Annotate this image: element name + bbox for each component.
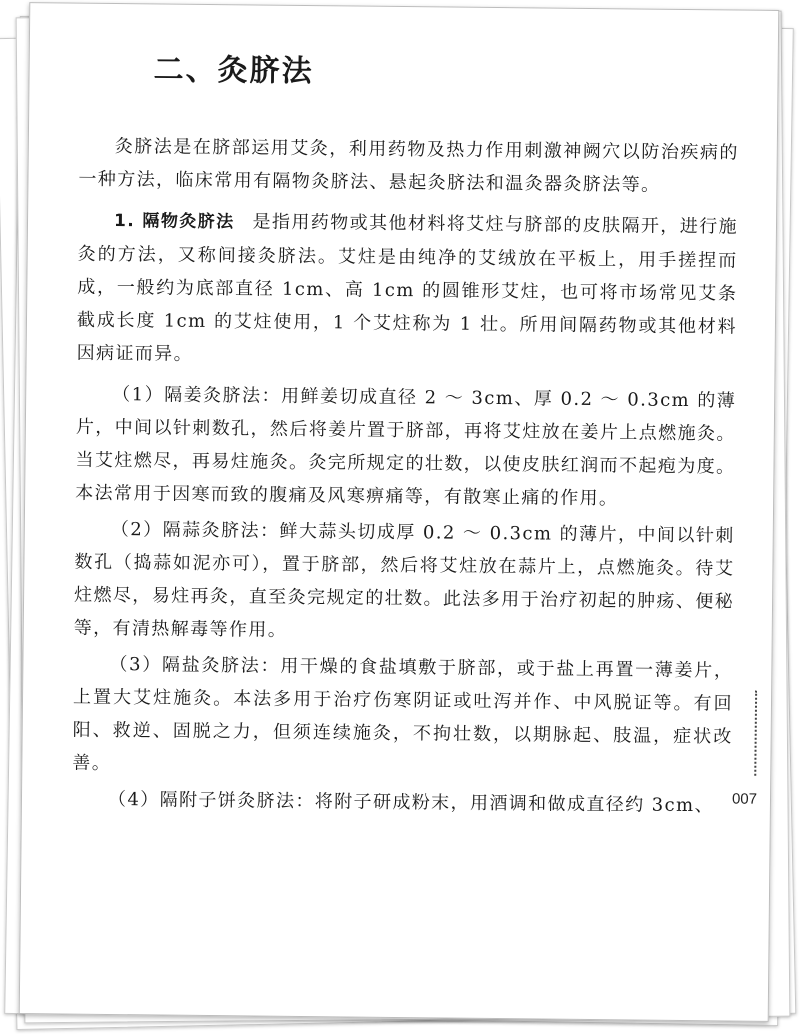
section1-title: 1. 隔物灸脐法: [113, 211, 235, 233]
margin-dotted-line: [754, 691, 757, 776]
item1-paragraph: （1）隔姜灸脐法：用鲜姜切成直径 2 ～ 3cm、厚 0.2 ～ 0.3cm 的薄片，中间以针刺数孔，然后将姜片置于脐部，再将艾炷放在姜片上点燃施灸。当艾炷燃尽，再易炷施灸。灸完所规定的壮数，以使皮肤红润而不起疱为度。本法常用于因寒而致的腹痛及风寒痹痛等，有散寒止痛的作用。: [75, 383, 737, 510]
item3-paragraph: （3）隔盐灸脐法：用干燥的食盐填敷于脐部，或于盐上再置一薄姜片，上置大艾炷施灸。本法多用于治疗伤寒阴证或吐泻并作、中风脱证等。有回阳、救逆、固脱之力，但须连续施灸，不拘壮数，以期脉起、肢温，症状改善。: [72, 653, 734, 774]
item2-paragraph: （2）隔蒜灸脐法：鲜大蒜头切成厚 0.2 ～ 0.3cm 的薄片，中间以针刺数孔（捣蒜如泥亦可），置于脐部，然后将艾炷放在蒜片上，点燃施灸。待艾炷燃尽，易炷再灸，直至灸完规定的壮数。此法多用于治疗初起的肿疡、便秘等，有清热解毒等作用。: [73, 518, 735, 641]
page-number: 007: [731, 790, 758, 808]
document-page: [19, 2, 780, 1022]
item4-paragraph: （4）隔附子饼灸脐法：将附子研成粉末，用酒调和做成直径约 3cm、: [107, 788, 715, 817]
intro-paragraph: 灸脐法是在脐部运用艾灸，利用药物及热力作用刺激神阙穴以防治疾病的一种方法，临床常用有隔物灸脐法、悬起灸脐法和温灸器灸脐法等。: [78, 136, 739, 196]
section1-paragraph: [76, 204, 738, 377]
section1-body: 是指用药物或其他材料将艾炷与脐部的皮肤隔开，进行施灸的方法，又称间接灸脐法。艾炷是由纯净的艾绒放在平板上，用手搓捏而成，一般约为底部直径 1cm、高 1cm 的圆锥形艾炷，也可将市场常见艾条截成长度 1cm 的艾炷使用，1 个艾炷称为 1 壮。所用间隔药物或其他材料因病证而异。: [76, 211, 739, 365]
page-content: [72, 44, 740, 823]
section-heading: 二、灸脐法: [153, 52, 314, 90]
